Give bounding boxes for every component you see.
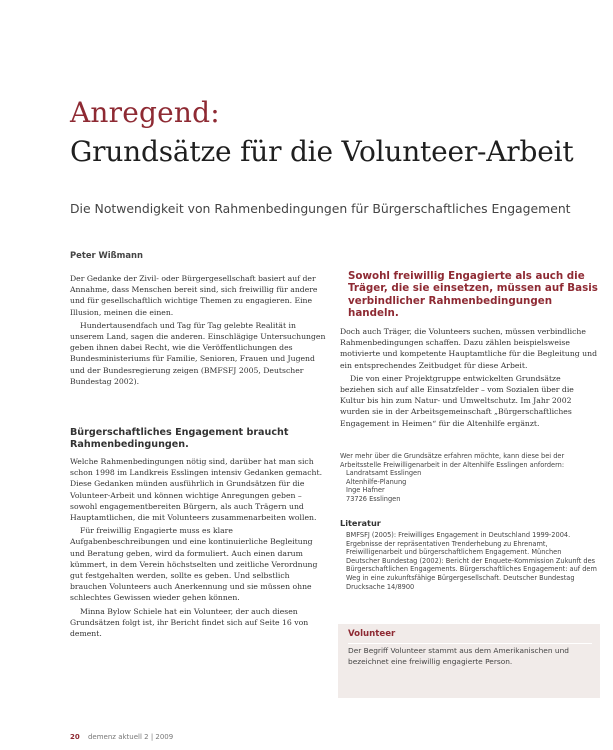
journal-name: demenz aktuell 2 | 2009 [87, 733, 174, 741]
literature-heading: Literatur [340, 518, 381, 528]
body-paragraph: Hundertausendfach und Tag für Tag gelebte Realität in unserem Land, sagen die anderen. Einschlägige Untersuchungen geben ihnen dabei Recht, wie die Veröffentlichungen des Bundesministeriums für Familie, Senioren, Frauen und Jugend und der Bundesregierung zeigen (BMFSFJ 2005, Deutscher Bundestag 2002). [70, 320, 326, 386]
contact-line: 73726 Esslingen [346, 494, 401, 503]
contact-line: Inge Hafner [346, 486, 385, 495]
article-title: Grundsätze für die Volunteer-Arbeit [70, 135, 574, 168]
literature-entry: BMFSFJ (2005): Freiwilliges Engagement in Deutschland 1999-2004. Ergebnisse der repräsentativen Trenderhebung zu Ehrenamt, Freiwilligenarbeit und bürgerschaftlichem Engagement. München [346, 531, 571, 557]
volunteer-box-heading: Volunteer [348, 629, 396, 639]
body-paragraph: Die von einer Projektgruppe entwickelten Grundsätze beziehen sich auf alle Einsatzfelder – vom Sozialen über die Kultur bis hin zum Natur- und Umweltschutz. Im Jahr 2002 wurden sie in der Arbeitsgemeinschaft „Bürgerschaftliches Engagement in Heimen“ für die Altenhilfe ergänzt. [340, 373, 574, 428]
literature-list [340, 531, 598, 591]
contact-intro: Wer mehr über die Grundsätze erfahren möchte, kann diese bei der Arbeitsstelle Freiwilligenarbeit in der Altenhilfe Esslingen anfordern: [340, 452, 565, 469]
left-column-body [70, 456, 328, 641]
left-column-intro [70, 273, 328, 389]
volunteer-box-divider [348, 643, 592, 644]
contact-line: Altenhilfe-Planung [346, 477, 407, 486]
article-subtitle: Die Notwendigkeit von Rahmenbedingungen für Bürgerschaftliches Engagement [70, 201, 571, 216]
page-footer [70, 733, 173, 741]
author-name: Peter Wißmann [70, 250, 143, 260]
body-paragraph: Doch auch Träger, die Volunteers suchen, müssen verbindliche Rahmenbedingungen schaffen. Dazu zählen beispielsweise motivierte und kompetente Hauptamtliche für die Begleitung und ein entsprechendes Zeitbudget für diese Arbeit. [340, 327, 597, 370]
pull-quote: Sowohl freiwillig Engagierte als auch die Träger, die sie einsetzen, müssen auf Basis verbindlicher Rahmenbedingungen handeln. [348, 270, 598, 320]
right-column-body [340, 326, 598, 431]
page-number: 20 [70, 733, 80, 741]
body-paragraph: Welche Rahmenbedingungen nötig sind, darüber hat man sich schon 1998 im Landkreis Esslingen intensiv Gedanken gemacht. Diese Gedanken münden ausführlich in Grundsätzen für die Volunteer-Arbeit und können wichtige Anregungen geben – sowohl engagementbereiten Bürgern, als auch Trägern und Hauptamtlichen, die mit Volunteers zusammenarbeiten wollen. [70, 457, 323, 523]
contact-info [340, 452, 598, 504]
section-heading: Bürgerschaftliches Engagement braucht Rahmenbedingungen. [70, 427, 289, 450]
volunteer-box-text: Der Begriff Volunteer stammt aus dem Amerikanischen und bezeichnet eine freiwillig engagierte Person. [348, 646, 569, 666]
literature-entry: Deutscher Bundestag (2002): Bericht der Enquete-Kommission Zukunft des Bürgerschaftlichen Engagements. Bürgerschaftliches Engagement: auf dem Weg in eine zukunftsfähige Bürgergesellschaft. Deutscher Bundestag Drucksache 14/8900 [346, 556, 597, 591]
article-kicker: Anregend: [70, 96, 220, 129]
contact-line: Landratsamt Esslingen [346, 469, 422, 478]
body-paragraph: Der Gedanke der Zivil- oder Bürgergesellschaft basiert auf der Annahme, dass Menschen bereit sind, sich freiwillig für andere und für gesellschaftlich wichtige Themen zu engagieren. Eine Illusion, meinen die einen. [70, 274, 318, 317]
body-paragraph: Minna Bylow Schiele hat ein Volunteer, der auch diesen Grundsätzen folgt ist, ihr Bericht findet sich auf Seite 16 von dement. [70, 606, 309, 639]
body-paragraph: Für freiwillig Engagierte muss es klare Aufgabenbeschreibungen und eine kontinuierliche Begleitung und Beratung geben, wird da formuliert. Auch einen darum kümmert, in dem Verein höchstselten und zeitliche Verordnung gut festgehalten werden, sollte es geben. Und selbstlich brauchen Volunteers auch Anerkennung und sie müssen ohne schlechtes Gewissen wieder gehen können. [70, 526, 318, 603]
